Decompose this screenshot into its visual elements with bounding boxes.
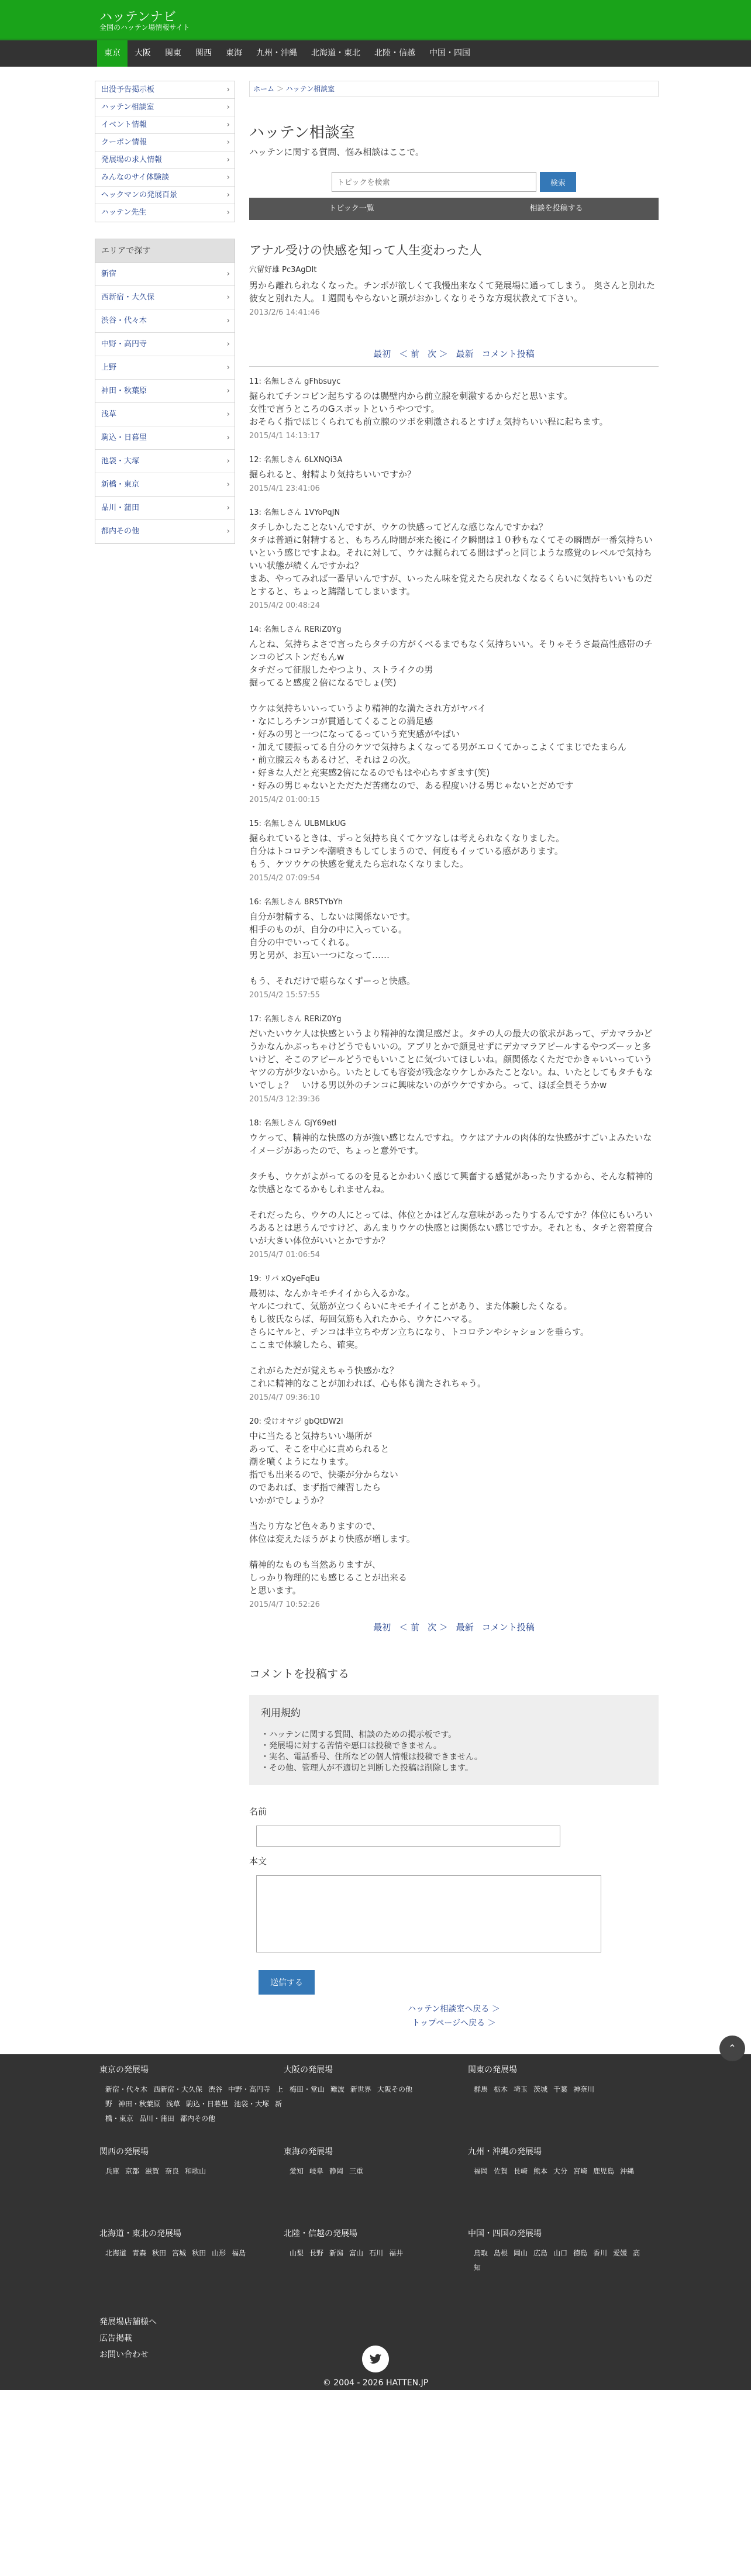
main-content [249,81,659,2029]
nav-item[interactable]: 九州・沖縄 [256,49,297,58]
footer-area-link[interactable]: 大阪その他 [377,2085,413,2093]
chevron-right-icon: › [226,156,230,164]
tab-topic-list[interactable]: トピック一覧 [329,204,374,213]
comment-body: 掘られると、射精より気持ちいいですか？ [249,469,416,480]
sidebar-menu-item[interactable] [95,99,235,116]
footer-area-link[interactable]: 愛媛 [613,2249,628,2257]
nav-item[interactable]: 北海道・東北 [311,49,360,58]
topic-title: アナル受けの快感を知って人生変わった人 [249,243,482,257]
sidebar-area-item[interactable] [95,450,235,473]
footer-area-link[interactable]: 新宿・代々木 [105,2085,148,2093]
footer-area-link[interactable]: 群馬 [474,2085,488,2093]
page-description: ハッテンに関する質問、悩み相談はここで。 [249,147,424,157]
nav-item[interactable]: 関東 [165,49,181,58]
pager-link[interactable]: 最新 [456,349,474,359]
sidebar-area-label: 渋谷・代々木 [101,316,147,325]
footer-region [468,2064,652,2145]
site-title[interactable]: ハッテンナビ [99,10,176,25]
name-input[interactable] [256,1826,560,1847]
sidebar-area-label: 上野 [101,363,117,372]
site-header [0,0,751,39]
footer-area-link[interactable]: 秋田 [192,2249,206,2257]
footer-area-link[interactable]: 青森 [132,2249,147,2257]
footer-area-link[interactable]: 奈良 [165,2167,180,2175]
search-input[interactable] [332,172,536,192]
chevron-right-icon: › [226,120,230,129]
chevron-right-icon: › [226,173,230,182]
comment-body: だいたいウケ人は快感というより精神的な満足感だよ。タチの人の最大の欲求があって、デカマラかどうかなんかぶっちゃけどうでもいいの。アブリとかで顔見せずにデカマラアピールするやつズーッと多いけど、そこのアピールどうでもいいことに気づいてほしいね。顔関係なくただでかきゃいいっていうヤツの方が少ないから。いたとしても容姿が残念なウケしかみたことない。ね、いたとしてもタチもないでしょ？ いける男以外のチンコに興味ないのがウケですから。って、ほぼ全員そうかw [249,1028,653,1090]
sidebar-area-item[interactable] [95,263,235,286]
comment-date: 2015/4/2 07:09:54 [249,874,320,883]
sidebar-menu-item[interactable] [95,116,235,134]
comment-author: 19: リバ xQyeFqEu [249,1275,320,1283]
chevron-right-icon: › [226,433,230,442]
footer-region [468,2145,652,2227]
chevron-right-icon: › [226,410,230,419]
sidebar-area-label: 西新宿・大久保 [101,293,155,302]
sidebar-area-label: 新宿 [101,270,117,278]
footer-area-link[interactable]: 茨城 [533,2085,548,2093]
sidebar-area-item[interactable] [95,356,235,380]
footer-region-links [468,2246,652,2275]
comment-date: 2015/4/3 12:39:36 [249,1095,320,1104]
region-nav [0,39,751,67]
footer-area-link[interactable]: 新橋・東京 [105,2100,283,2123]
footer-regions [0,2064,751,2309]
footer-area-link[interactable]: 大分 [553,2167,568,2175]
comment-author: 13: 名無しさん 1VYoPqJN [249,508,340,517]
sidebar-menu-item[interactable] [95,151,235,169]
sidebar-area-label: 神田・秋葉原 [101,387,147,395]
footer-area-link[interactable]: 駒込・日暮里 [186,2100,229,2108]
footer-region-links [284,2164,468,2179]
comment-body: タチしかしたことないんですが、ウケの快感ってどんな感じなんですかね？ タチは普通に射精すると、もちろん時間が来た後にイク瞬間は１０秒もなくてその瞬間が一番気持ちいいという感じですよね。それに対して、ウケは掘られてる間はずっと同じような感覚のレベルで気持ちいい状態が続くんですかね？ まあ、やってみれば一番早いんですが、いったん味を覚えたら戻れなくなるくらいに気持ちいいものだとすると、ちょっと躊躇してしまいます。 [249,522,653,597]
footer-area-link[interactable]: 北海道 [105,2249,127,2257]
chevron-right-icon: › [226,457,230,466]
chevron-right-icon: › [226,103,230,112]
footer-area-link[interactable]: 福井 [389,2249,404,2257]
footer-area-link[interactable]: 石川 [369,2249,384,2257]
footer-area-link[interactable]: 静岡 [329,2167,344,2175]
breadcrumb-separator: ＞ [276,85,286,93]
terms-title: 利用規約 [261,1707,301,1719]
topic-author: 穴留好雄 Pc3AgDIt [249,266,317,274]
pager-link[interactable]: コメント投稿 [481,1622,535,1633]
page-title: ハッテン相談室 [249,124,355,142]
footer-region-title[interactable]: 関西の発展場 [99,2147,149,2157]
comment-item [249,615,659,809]
footer-area-link[interactable]: 福島 [232,2249,246,2257]
name-label: 名前 [249,1806,267,1817]
footer-region-links [468,2164,652,2179]
sidebar-item-label: ハッテン相談室 [101,103,154,112]
footer-area-link[interactable]: 山口 [553,2249,568,2257]
chevron-right-icon: › [226,363,230,372]
footer-area-link[interactable]: 山形 [212,2249,226,2257]
comment-author: 15: 名無しさん ULBMLkUG [249,819,346,828]
comment-author: 17: 名無しさん RERiZ0Yg [249,1015,342,1024]
footer-region-title[interactable]: 大阪の発展場 [284,2065,333,2075]
comment-body: ウケって、精神的な快感の方が強い感じなんですね。ウケはアナルの肉体的な快感がすごいよみたいなイメージがあったので、ちょっと意外です。 タチも、ウケがよがってるのを見るとかわいく感じて興奮する感覚があったりするから、そんな精神的な快感となてるかもしれませんね。 それだったら、ウケの人にとっては、体位とかはどんな意味があったりするんですか？体位にもいろいろあるとは思うんですけど、あんまりウケの快感とは関係ない感じですか。それとも、タチと密着度合いが大きい体位がいいとかですか？ [249,1132,653,1246]
site-subtitle: 全国のハッテン場情報サイト [99,23,190,32]
chevron-right-icon: › [226,138,230,147]
comment-author: 16: 名無しさん 8R5TYbYh [249,898,343,907]
footer-region-links [284,2246,468,2261]
footer-area-link[interactable]: 和歌山 [185,2167,206,2175]
sidebar-item-label: ハッテン先生 [101,208,147,217]
footer-area-link[interactable]: 池袋・大塚 [234,2100,270,2108]
footer-area-link[interactable]: 高知 [474,2249,640,2272]
sidebar-area-label: 駒込・日暮里 [101,433,147,442]
comment-body: 中に当たると気持ちいい場所が あって、そこを中心に責められると 潮を噴くようになります。 指でも出来るので、快楽が分からない のであれば、まず指で練習したら いかがでしょうか？ 当たり方など色々ありますので、 体位は変えたほうがより快感が増します。 精神的なものも当然ありますが、 しっかり物理的にも感じることが出来る と思います。 [249,1431,415,1596]
footer-region [284,2227,468,2309]
nav-item[interactable]: 東海 [226,49,242,58]
sidebar-area-item[interactable] [95,380,235,403]
topic-date: 2013/2/6 14:41:46 [249,308,320,317]
comment-author: 18: 名無しさん GjY69etl [249,1119,337,1128]
comment-date: 2015/4/7 09:36:10 [249,1393,320,1402]
terms-item: ・発展場に対する苦情や悪口は投稿できません。 [261,1741,442,1751]
terms-item: ・ハッテンに関する質問、相談のための掲示板です。 [261,1730,457,1740]
pager-link[interactable]: 最初 [373,1622,391,1633]
footer-area-link[interactable]: 長崎 [514,2167,528,2175]
nav-item[interactable]: 東京 [97,40,128,67]
pager-link[interactable]: ＜ 前 [399,1622,419,1633]
sidebar-area-label: 中野・高円寺 [101,340,147,349]
sidebar-menu-item[interactable] [95,81,235,99]
pager-link[interactable]: ＜ 前 [399,349,419,359]
sidebar-item-label: クーポン情報 [101,138,147,147]
footer-area-link[interactable]: 都内その他 [180,2114,216,2123]
footer-area-link[interactable]: 三重 [349,2167,364,2175]
terms-item: ・実名、電話番号、住所などの個人情報は投稿できません。 [261,1752,483,1762]
footer-area-link[interactable]: 島根 [494,2249,508,2257]
footer-region [284,2064,468,2145]
footer-area-link[interactable]: 広島 [533,2249,548,2257]
comment-item [249,445,659,498]
comment-form-title: コメントを投稿する [249,1668,350,1680]
sidebar-menu-item[interactable] [95,134,235,151]
comment-date: 2015/4/2 00:48:24 [249,601,320,610]
footer-area-link[interactable]: 熊本 [533,2167,548,2175]
pager-link[interactable]: コメント投稿 [481,349,535,359]
sidebar-menu [95,81,235,222]
sidebar-item-label: みんなのサイ体験談 [101,173,170,182]
comment-item [249,367,659,445]
breadcrumb-home[interactable]: ホーム [253,85,275,93]
footer-area-link[interactable]: 香川 [593,2249,608,2257]
nav-item[interactable]: 大阪 [135,49,151,58]
sidebar-area-item[interactable] [95,333,235,356]
sidebar-area-item[interactable] [95,309,235,333]
footer-area-link[interactable]: 新世界 [350,2085,372,2093]
sidebar [95,81,235,2029]
pager-link[interactable]: 最新 [456,1622,474,1633]
sidebar-area-item[interactable] [95,473,235,497]
sidebar-menu-item[interactable] [95,204,235,222]
breadcrumb-current[interactable]: ハッテン相談室 [285,85,335,93]
pager-bottom [249,1617,659,1637]
footer-region-title[interactable]: 北海道・東北の発展場 [99,2229,181,2238]
pager-link[interactable]: 次 ＞ [427,1622,448,1633]
body-label: 本文 [249,1856,267,1866]
footer-area-link[interactable]: 新潟 [329,2249,344,2257]
sidebar-area-item[interactable] [95,497,235,520]
pager-top [249,344,659,364]
footer-area-link[interactable]: 千葉 [553,2085,568,2093]
sidebar-menu-item[interactable] [95,169,235,187]
back-to-top-link[interactable]: トップページへ戻る ＞ [412,2019,496,2028]
footer-area-link[interactable]: 京都 [125,2167,140,2175]
footer-region-title[interactable]: 北陸・信越の発展場 [284,2229,357,2238]
chevron-right-icon: › [226,480,230,489]
footer-area-link[interactable]: 西新宿・大久保 [153,2085,203,2093]
chevron-right-icon: › [226,387,230,395]
chevron-right-icon: › [226,316,230,325]
comment-item [249,887,659,1004]
footer-area-link[interactable]: 佐賀 [494,2167,508,2175]
footer-area-link[interactable]: 秋田 [152,2249,167,2257]
chevron-right-icon: › [226,340,230,349]
footer-area-link[interactable]: 沖縄 [620,2167,635,2175]
terms-list [261,1730,647,1774]
comment-body: 掘られているときは、ずっと気持ち良くてケツなしは考えられなくなりました。 自分はトコロテンや潮噴きもしてしまうので、何度もイッている感があります。 もう、ケツウケの快感を覚えたら忘れなくなりました。 [249,833,564,869]
footer-area-link[interactable]: 福岡 [474,2167,488,2175]
sidebar-area-item[interactable] [95,426,235,450]
pager-link[interactable]: 最初 [373,349,391,359]
comment-item [249,1004,659,1108]
footer-link[interactable]: 広告掲載 [99,2334,132,2343]
chevron-right-icon: › [226,208,230,217]
footer-region-title[interactable]: 東京の発展場 [99,2065,149,2075]
chevron-right-icon: › [226,85,230,94]
footer-area-link[interactable]: 品川・蒲田 [139,2114,175,2123]
footer-region-links [99,2246,284,2261]
footer-region-title[interactable]: 東海の発展場 [284,2147,333,2157]
footer-area-link[interactable]: 栃木 [494,2085,508,2093]
footer-area-link[interactable]: 浅草 [166,2100,181,2108]
footer-area-link[interactable]: 長野 [309,2249,324,2257]
pager-link[interactable]: 次 ＞ [427,349,448,359]
footer-link[interactable]: 発展場店舗様へ [99,2317,157,2327]
breadcrumb [249,81,659,97]
area-heading: エリアで探す [95,239,235,263]
sidebar-area-label: 池袋・大塚 [101,457,140,466]
chevron-right-icon: › [226,191,230,199]
comment-item [249,1264,659,1407]
terms-item: ・その他、管理人が不適切と判断した投稿は削除します。 [261,1764,473,1773]
footer-area-link[interactable]: 難波 [330,2085,345,2093]
comment-item [249,809,659,887]
footer-area-link[interactable]: 愛知 [290,2167,304,2175]
sidebar-area-item[interactable] [95,403,235,426]
footer-region [99,2064,284,2145]
footer-region-title[interactable]: 九州・沖縄の発展場 [468,2147,542,2157]
chevron-right-icon: › [226,270,230,278]
terms-box [249,1695,659,1785]
topic-tabs [249,198,659,220]
footer-area-link[interactable]: 岡山 [514,2249,528,2257]
footer-area-link[interactable]: 滋賀 [145,2167,160,2175]
footer-region [284,2145,468,2227]
comment-date: 2015/4/2 15:57:55 [249,991,320,1000]
comment-body: んとね、気持ちよさで言ったらタチの方がくべるまでもなく気持ちいい。そりゃそうさ最高性感帯のチンコのピストンだもんw タチだって征服したやつより、ストライクの男 掘ってると感度２倍になるでしょ(笑) ウケは気持ちいいっていうより精神的な満たされ方がヤバイ ・なにしろチンコが貫通してくることの満足感 ・好みの男と一つになってるっていう充実感がやばい ・加えて腰振ってる自分のケツで気持ちよくなってる男がエロくてかっこよくてまじでたまらん ・前立腺云々もあるけど、それは２の次。 ・好きな人だと充実感2倍になるのでもはや心ちすぎます(笑) ・好みの男じゃないとただただ苦痛なので、ある程度いける男じゃないとだめです [249,639,653,791]
sidebar-area [95,239,235,544]
footer-region [99,2227,284,2309]
sidebar-area-label: 新橋・東京 [101,480,140,489]
footer-area-link[interactable]: 神奈川 [573,2085,595,2093]
body-textarea[interactable] [256,1875,601,1952]
comment-date: 2015/4/7 10:52:26 [249,1600,320,1609]
comment-list [249,367,659,1614]
footer-region-links [99,2164,284,2179]
comment-item [249,1108,659,1264]
sidebar-item-label: 出没予告掲示板 [101,85,155,94]
footer-area-link[interactable]: 宮崎 [573,2167,588,2175]
footer-area-link[interactable]: 鳥取 [474,2249,488,2257]
comment-author: 12: 名無しさん 6LXNQi3A [249,456,343,464]
footer-area-link[interactable]: 岐阜 [309,2167,324,2175]
footer-area-link[interactable]: 上野 [105,2085,284,2108]
footer-region-title[interactable]: 中国・四国の発展場 [468,2229,542,2238]
comment-body: 最初は、なんかキモチイイから入るかな。 ヤルにつれて、気筋が立つくらいにキモチイイことがあり、また体験したくなる。 もし彼氏ならば、毎回気筋も入れたから、ウケにハマる。 さらにヤルと、チンコは半立ちやガン立ちになり、トコロテンやシャションを垂らす。 ここまで体験したら、確実。 これがらただが覚えちゃう快感かな？ これに精神的なことが加われば、心も体も満たされちゃう。 [249,1288,589,1389]
comment-date: 2015/4/1 23:41:06 [249,484,320,493]
footer-area-link[interactable]: 兵庫 [105,2167,120,2175]
comment-date: 2015/4/7 01:06:54 [249,1251,320,1259]
sidebar-item-label: イベント情報 [101,120,147,129]
sidebar-menu-item[interactable] [95,187,235,204]
nav-item[interactable]: 中国・四国 [429,49,470,58]
sidebar-area-label: 浅草 [101,410,117,419]
sidebar-area-label: 都内その他 [101,527,140,536]
comment-body: 自分が射精する、しないは関係ないです。 相手のものが、自分の中に入っている。 自分の中でいってくれる。 男と男が、お互い一つになって…… もう、それだけで堪らなくずーっと快感。 [249,911,415,986]
sidebar-area-item[interactable] [95,286,235,309]
footer-area-link[interactable]: 鹿児島 [593,2167,615,2175]
footer-region [99,2145,284,2227]
scroll-top-icon[interactable]: ⌃ [719,2036,745,2061]
footer-area-link[interactable]: 中野・高円寺 [228,2085,271,2093]
comment-author: 20: 受けオヤジ gbQtDW2l [249,1417,343,1426]
footer-area-link[interactable]: 埼玉 [514,2085,528,2093]
submit-button[interactable]: 送信する [259,1970,315,1995]
sidebar-area-label: 品川・蒲田 [101,504,140,512]
copyright: © 2004 - 2026 HATTEN.JP [322,2378,429,2388]
comment-author: 14: 名無しさん RERiZ0Yg [249,625,342,634]
footer-link[interactable]: お問い合わせ [99,2350,149,2360]
footer-area-link[interactable]: 徳島 [573,2249,588,2257]
chevron-right-icon: › [226,293,230,302]
comment-date: 2015/4/1 14:13:17 [249,432,320,440]
footer-area-link[interactable]: 神田・秋葉原 [118,2100,161,2108]
sidebar-item-label: ヘックマンの発展百景 [101,191,178,199]
sidebar-item-label: 発展場の求人情報 [101,156,163,164]
footer-area-link[interactable]: 山梨 [290,2249,304,2257]
comment-date: 2015/4/2 01:00:15 [249,795,320,804]
footer-area-link[interactable]: 梅田・堂山 [290,2085,325,2093]
comment-item [249,1407,659,1614]
comment-body: 掘られてチンコビン起ちするのは腸壁内から前立腺を刺激するからだと思います。 女性で言うところのGスポットというやつです。 おそらく指でほじくられても前立腺のツボを刺激されるとすげぇ気持ちいい程に起ちます。 [249,391,608,427]
footer [0,2043,751,2390]
footer-area-link[interactable]: 渋谷 [208,2085,223,2093]
footer-region-title[interactable]: 関東の発展場 [468,2065,517,2075]
footer-area-link[interactable]: 宮城 [172,2249,187,2257]
back-to-board-link[interactable]: ハッテン相談室へ戻る ＞ [408,2005,500,2014]
chevron-right-icon: › [226,527,230,536]
chevron-right-icon: › [226,504,230,512]
nav-item[interactable]: 北陸・信越 [374,49,415,58]
footer-region-links [284,2082,468,2097]
footer-region [468,2227,652,2309]
tab-post-topic[interactable]: 相談を投稿する [529,204,583,213]
footer-region-links [468,2082,652,2097]
search-bar [249,172,659,192]
search-button[interactable]: 検索 [540,172,576,192]
footer-area-link[interactable]: 富山 [349,2249,364,2257]
sidebar-area-item[interactable] [95,520,235,543]
comment-author: 11: 名無しさん gFhbsuyc [249,377,341,386]
nav-item[interactable]: 関西 [195,49,212,58]
footer-region-links [99,2082,284,2126]
comment-item [249,498,659,615]
topic-body: 男から離れられなくなった。チンポが欲しくて我慢出来なくて発展場に通ってしまう。 奥さんと別れた彼女と別れた人。１週間もやらないと頭がおかしくなりそうな方現状教えて下さい。 [249,280,656,304]
twitter-icon[interactable] [362,2346,389,2372]
